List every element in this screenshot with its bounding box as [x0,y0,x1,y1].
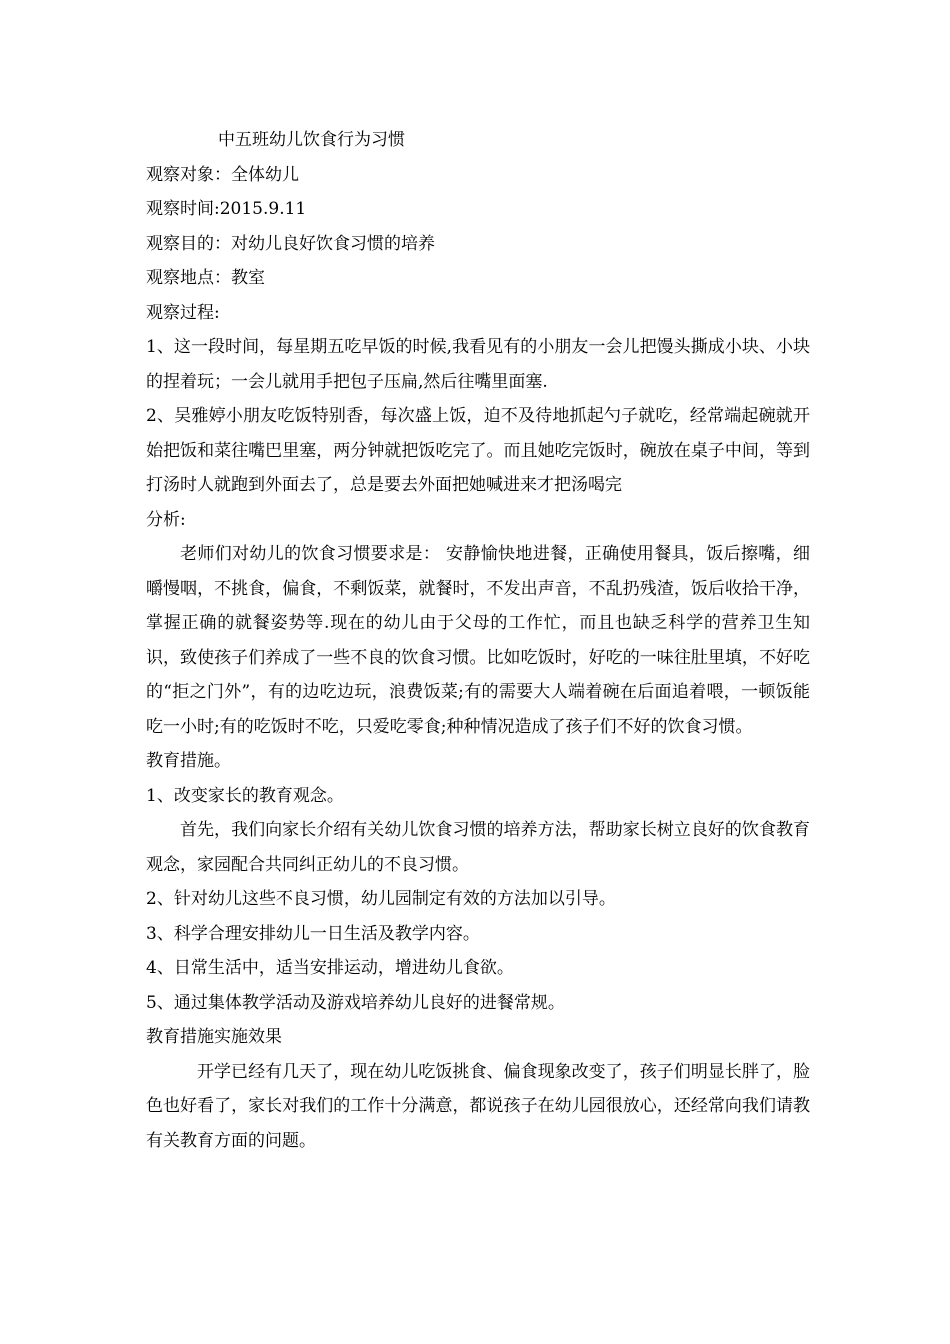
process-item-1: 1、这一段时间，每星期五吃早饭的时候,我看见有的小朋友一会儿把馒头撕成小块、小块的捏着玩；一会儿就用手把包子压扁,然后往嘴里面塞. [146,337,810,392]
measure-item-3: 3、科学合理安排幼儿一日生活及教学内容。 [146,923,480,944]
observation-purpose: 观察目的：对幼儿良好饮食习惯的培养 [146,233,435,254]
effect-body: 开学已经有几天了，现在幼儿吃饭挑食、偏食现象改变了，孩子们明显长胖了，脸色也好看了，家长对我们的工作十分满意，都说孩子在幼儿园很放心，还经常向我们请教有关教育方面的问题。 [146,1061,810,1151]
analysis-heading: 分析: [146,509,186,530]
measure-item-2: 2、针对幼儿这些不良习惯，幼儿园制定有效的方法加以引导。 [146,889,616,909]
observation-location: 观察地点：教室 [146,268,265,288]
observation-time: 观察时间:2015.9.11 [146,199,307,219]
measure-item-5: 5、通过集体教学活动及游戏培养幼儿良好的进餐常规。 [146,992,565,1013]
analysis-body: 老师们对幼儿的饮食习惯要求是： 安静愉快地进餐，正确使用餐具，饭后擦嘴，细嚼慢咽，不挑食，偏食，不剩饭菜，就餐时，不发出声音，不乱扔残渣，饭后收拾干净，掌握正确的就餐姿势等.现在的幼儿由于父母的工作忙，而且也缺乏科学的营养卫生知识，致使孩子们养成了一些不良的饮食习惯。比如吃饭时，好吃的一味往肚里填，不好吃的“拒之门外”，有的边吃边玩，浪费饭菜;有的需要大人端着碗在后面追着喂，一顿饭能吃一小时;有的吃饭时不吃，只爱吃零食;种种情况造成了孩子们不好的饮食习惯。 [146,544,810,737]
measures-heading: 教育措施。 [146,751,231,771]
document-title: 中五班幼儿饮食行为习惯 [218,130,405,150]
measure-item-1: 1、改变家长的教育观念。 [146,785,344,806]
observation-subject: 观察对象：全体幼儿 [146,164,299,185]
process-heading: 观察过程: [146,302,220,323]
measure-item-1-body: 首先，我们向家长介绍有关幼儿饮食习惯的培养方法，帮助家长树立良好的饮食教育观念，家园配合共同纠正幼儿的不良习惯。 [146,820,810,875]
measure-item-4: 4、日常生活中，适当安排运动，增进幼儿食欲。 [146,958,514,978]
process-item-2: 2、吴雅婷小朋友吃饭特别香，每次盛上饭，迫不及待地抓起勺子就吃，经常端起碗就开始把饭和菜往嘴巴里塞，两分钟就把饭吃完了。而且她吃完饭时，碗放在桌子中间，等到打汤时人就跑到外面去了，总是要去外面把她喊进来才把汤喝完 [146,406,810,495]
effect-heading: 教育措施实施效果 [146,1027,282,1047]
document-body [146,123,810,1158]
